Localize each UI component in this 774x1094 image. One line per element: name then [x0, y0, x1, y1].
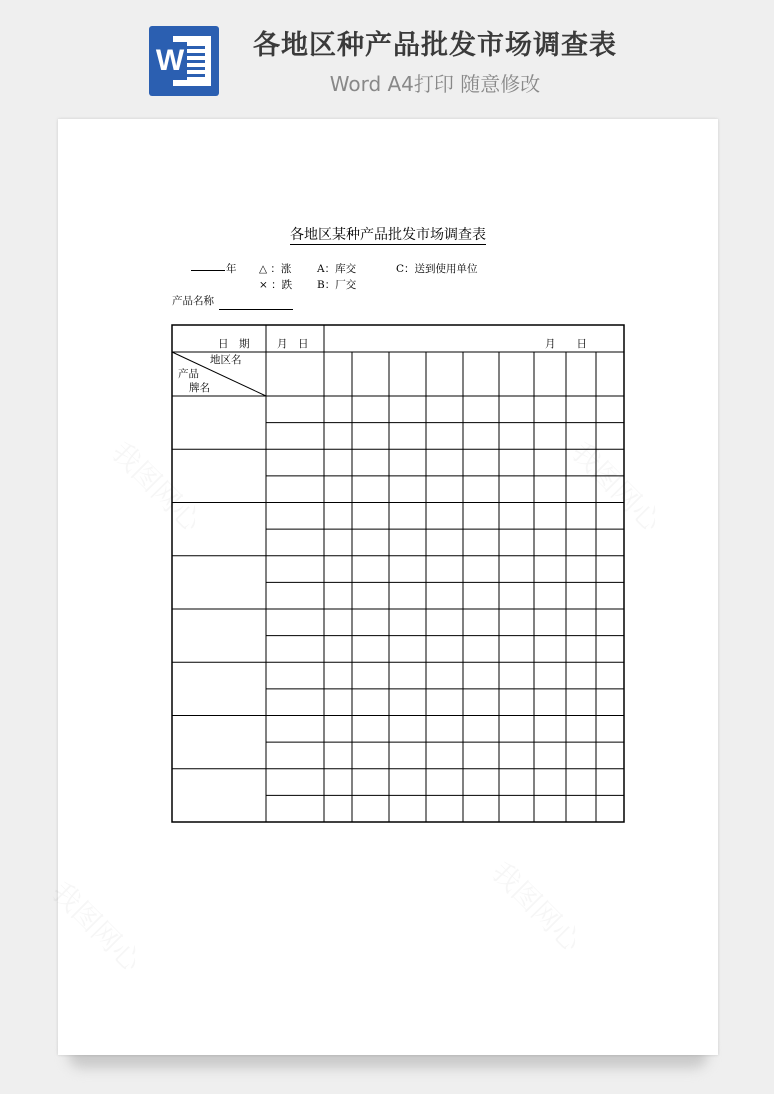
word-icon [149, 26, 219, 96]
year-label: 年 [226, 263, 237, 275]
product-name-blank [219, 309, 293, 310]
region-name-header: 地区名 [210, 354, 242, 366]
date-header: 日 期 [218, 338, 250, 350]
month-day-header-1: 月 日 [277, 338, 309, 350]
month-day-header-2: 月 日 [545, 338, 587, 350]
year-blank [191, 270, 225, 271]
legend-fall: × ：跌 [259, 279, 293, 291]
page-subtitle: Word A4打印 随意修改 [329, 72, 541, 96]
product-header: 产品 [178, 368, 199, 380]
brand-name-header: 牌名 [189, 382, 210, 394]
table-grid [172, 325, 624, 822]
document-title: 各地区某种产品批发市场调查表 [290, 227, 486, 243]
legend-c: C：送到使用单位 [396, 263, 478, 275]
legend-rise: △ ：涨 [259, 263, 292, 275]
survey-table [171, 324, 627, 824]
word-letter: W [153, 42, 187, 80]
legend-b: B：厂交 [317, 279, 357, 291]
product-name-label: 产品名称 [172, 295, 214, 307]
legend-a: A：库交 [317, 263, 357, 275]
document-page [58, 119, 718, 1055]
page-title: 各地区种产品批发市场调查表 [253, 30, 617, 61]
header [0, 0, 774, 110]
